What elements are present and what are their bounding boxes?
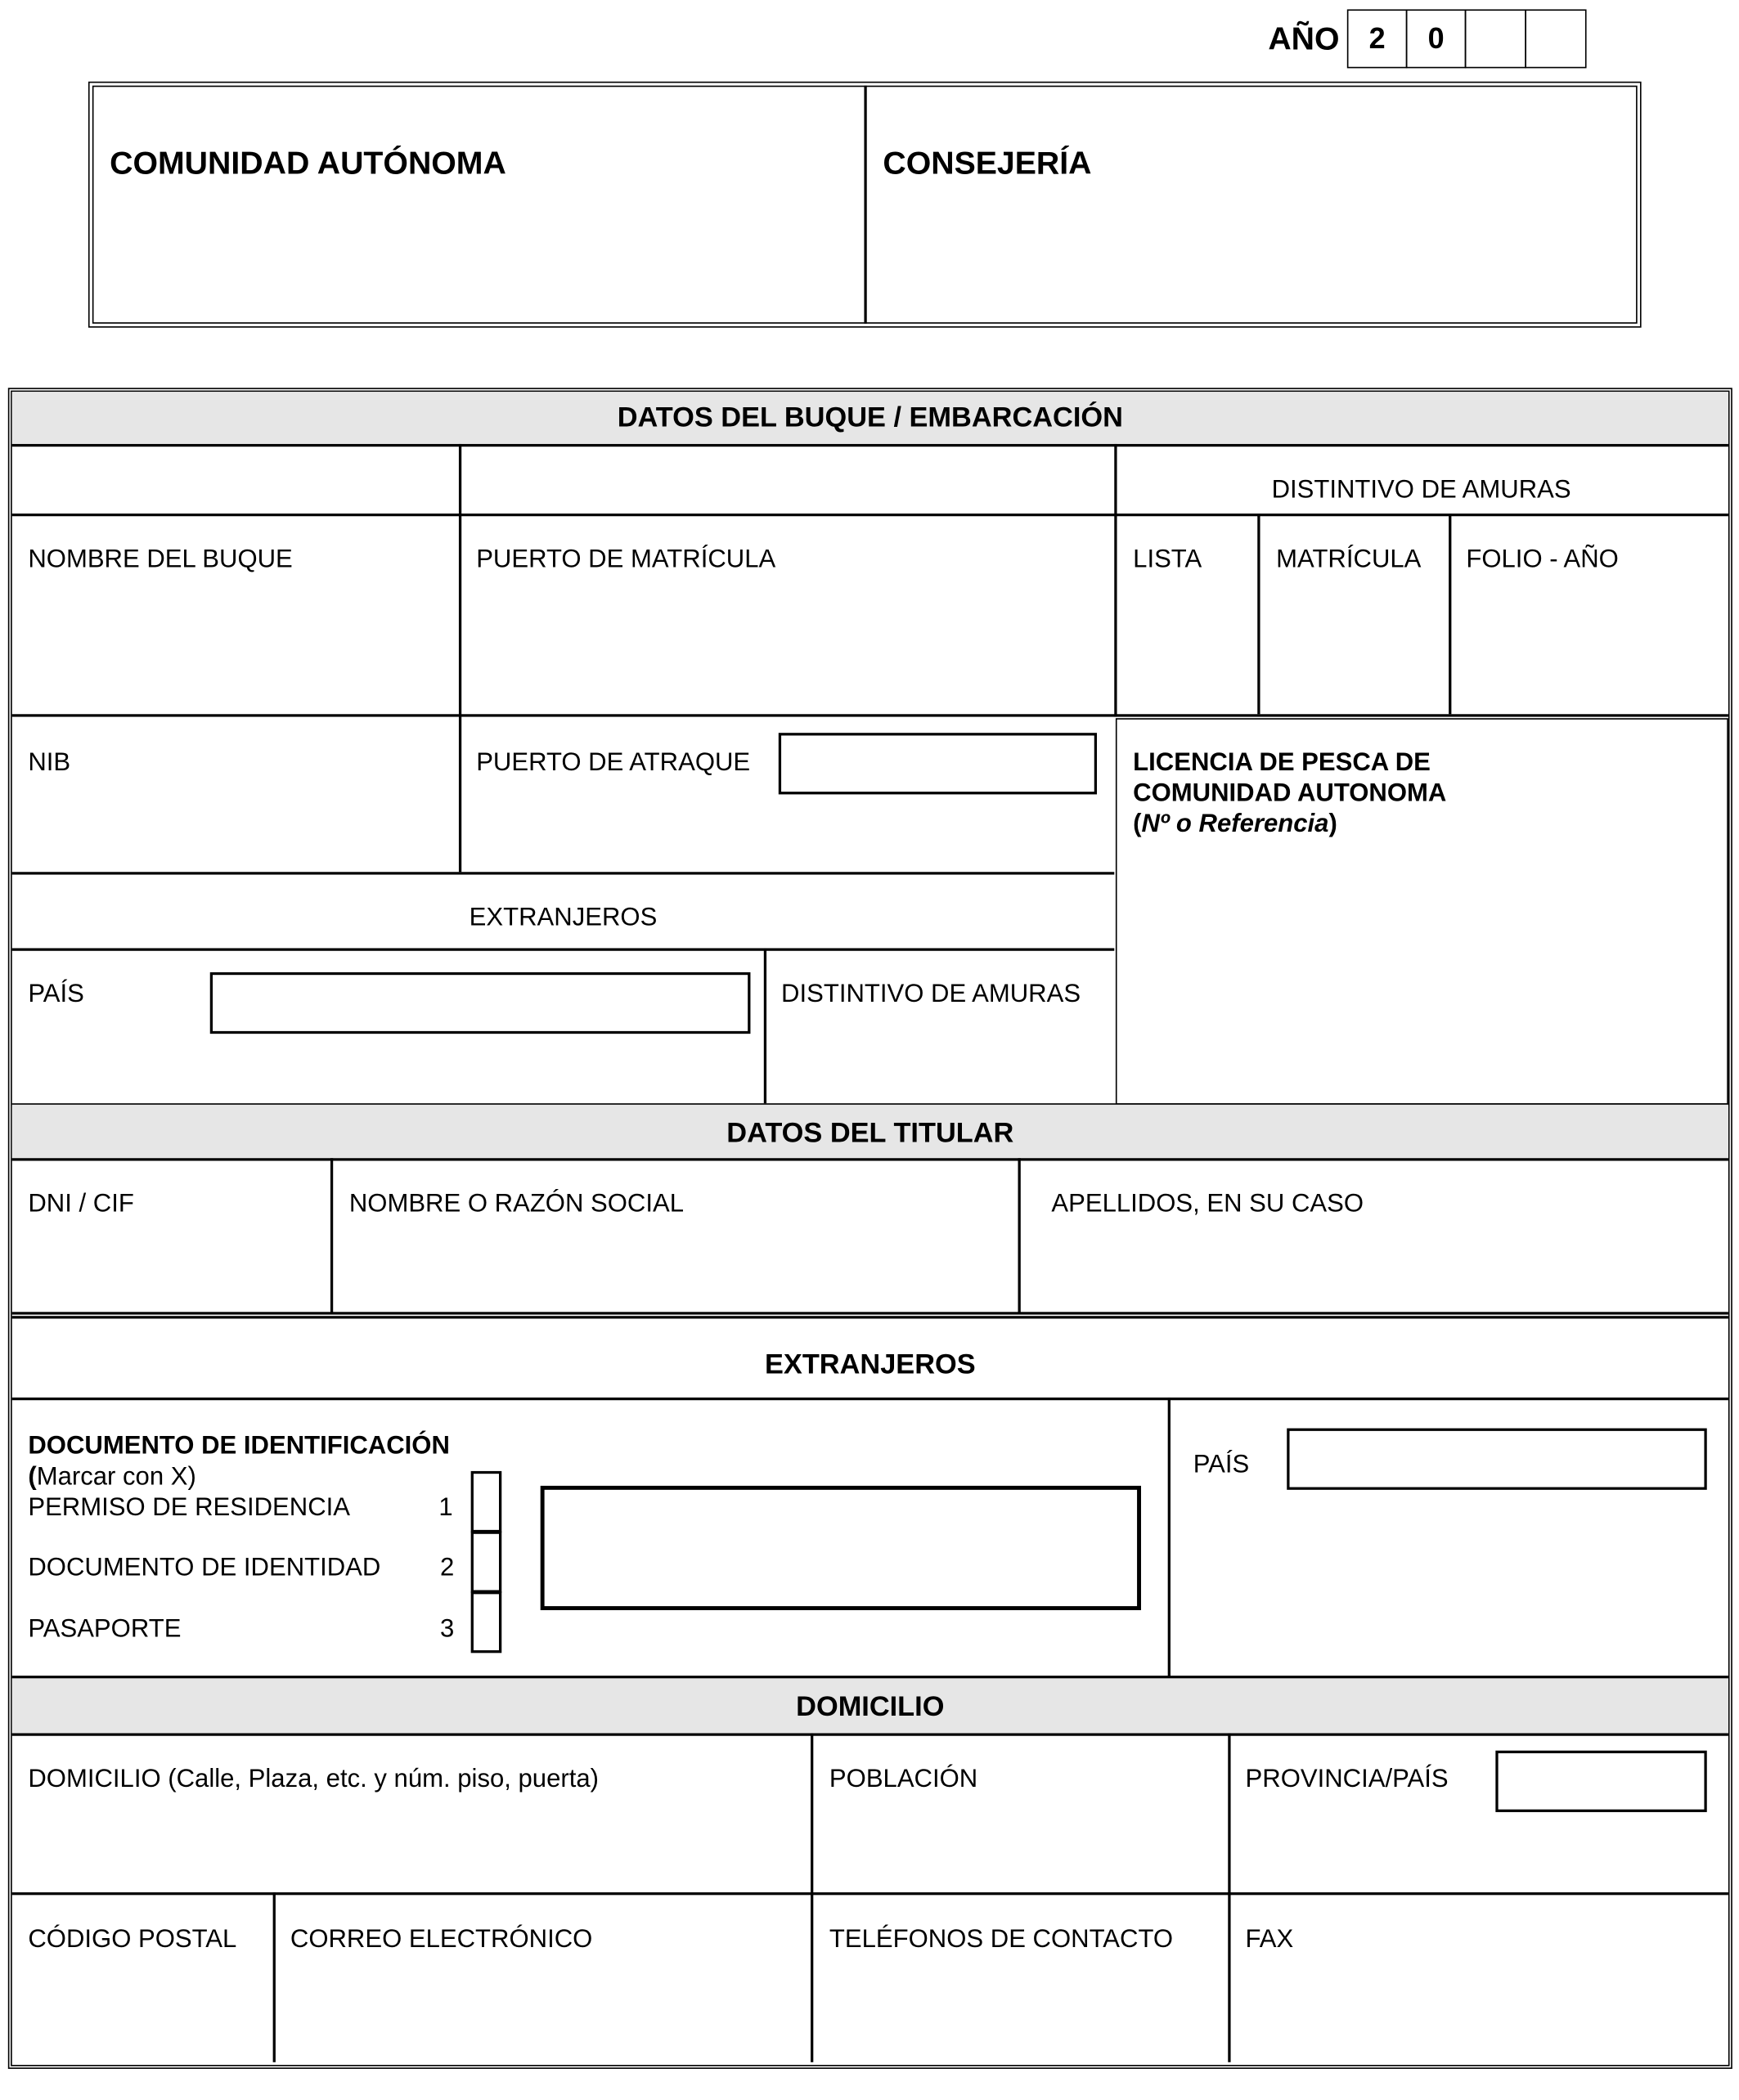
- dni-label: DNI / CIF: [28, 1190, 134, 1218]
- puerto-atraque-input[interactable]: [779, 733, 1097, 794]
- distintivo-ext-label: DISTINTIVO DE AMURAS: [781, 980, 1081, 1009]
- document-number-input[interactable]: [541, 1486, 1141, 1610]
- divider: [864, 86, 865, 324]
- pais-buque-input[interactable]: [210, 972, 751, 1034]
- licencia-label-1: LICENCIA DE PESCA DE: [1133, 748, 1431, 778]
- checkbox-pasaporte[interactable]: [471, 1591, 502, 1653]
- folio-label: FOLIO - AÑO: [1466, 545, 1619, 574]
- pais-ext-label: PAÍS: [1193, 1451, 1250, 1479]
- option-label-2: DOCUMENTO DE IDENTIDAD: [28, 1554, 381, 1582]
- buque-title: DATOS DEL BUQUE / EMBARCACIÓN: [617, 402, 1123, 433]
- year-digit-3[interactable]: [1465, 9, 1526, 68]
- doc-title: DOCUMENTO DE IDENTIFICACIÓN: [28, 1432, 450, 1461]
- option-label-3: PASAPORTE: [28, 1615, 182, 1644]
- poblacion-label: POBLACIÓN: [829, 1765, 978, 1794]
- domicilio-title: DOMICILIO: [796, 1691, 945, 1723]
- option-num-2: 2: [440, 1554, 455, 1582]
- nombre-label: NOMBRE O RAZÓN SOCIAL: [348, 1190, 685, 1218]
- marcar-text: Marcar con X: [36, 1463, 188, 1492]
- distintivo-label: DISTINTIVO DE AMURAS: [1271, 476, 1571, 505]
- comunidad-label: COMUNIDAD AUTÓNOMA: [110, 146, 506, 182]
- apellidos-label: APELLIDOS, EN SU CASO: [1051, 1190, 1364, 1218]
- fax-label: FAX: [1245, 1925, 1294, 1954]
- licencia-label-3: (Nº o Referencia): [1133, 810, 1337, 839]
- consejeria-label: CONSEJERÍA: [883, 146, 1092, 182]
- telefonos-label: TELÉFONOS DE CONTACTO: [829, 1925, 1174, 1954]
- nib-label: NIB: [28, 748, 71, 778]
- titular-title: DATOS DEL TITULAR: [726, 1118, 1014, 1149]
- nombre-buque-label: NOMBRE DEL BUQUE: [28, 545, 293, 574]
- option-num-3: 3: [440, 1615, 455, 1644]
- puerto-matricula-label: PUERTO DE MATRÍCULA: [476, 545, 776, 574]
- cp-label: CÓDIGO POSTAL: [28, 1925, 237, 1954]
- domicilio-label: DOMICILIO (Calle, Plaza, etc. y núm. piso, puerta): [28, 1765, 599, 1794]
- year-digit-2[interactable]: 0: [1406, 9, 1467, 68]
- marcar-label: (Marcar con X): [28, 1463, 196, 1492]
- provincia-label: PROVINCIA/PAÍS: [1245, 1765, 1449, 1794]
- extranjeros-title: EXTRANJEROS: [765, 1349, 976, 1380]
- checkbox-permiso[interactable]: [471, 1471, 502, 1532]
- year-label: AÑO: [1268, 21, 1340, 58]
- puerto-atraque-label: PUERTO DE ATRAQUE: [476, 748, 751, 778]
- correo-label: CORREO ELECTRÓNICO: [290, 1925, 593, 1954]
- checkbox-documento[interactable]: [471, 1532, 502, 1593]
- option-label-1: PERMISO DE RESIDENCIA: [28, 1493, 351, 1523]
- provincia-input[interactable]: [1495, 1751, 1706, 1812]
- licencia-label-2: COMUNIDAD AUTONOMA: [1133, 779, 1447, 808]
- pais-ext-input[interactable]: [1287, 1429, 1707, 1490]
- matricula-label: MATRÍCULA: [1276, 545, 1422, 574]
- option-num-1: 1: [438, 1493, 453, 1523]
- lista-label: LISTA: [1133, 545, 1202, 574]
- year-digit-1[interactable]: 2: [1347, 9, 1408, 68]
- pais-buque-label: PAÍS: [28, 980, 84, 1009]
- main-table: [8, 388, 1732, 2069]
- licencia-ref: Nº o Referencia: [1141, 810, 1329, 839]
- year-digit-4[interactable]: [1525, 9, 1586, 68]
- extranjeros-buque-label: EXTRANJEROS: [469, 904, 658, 932]
